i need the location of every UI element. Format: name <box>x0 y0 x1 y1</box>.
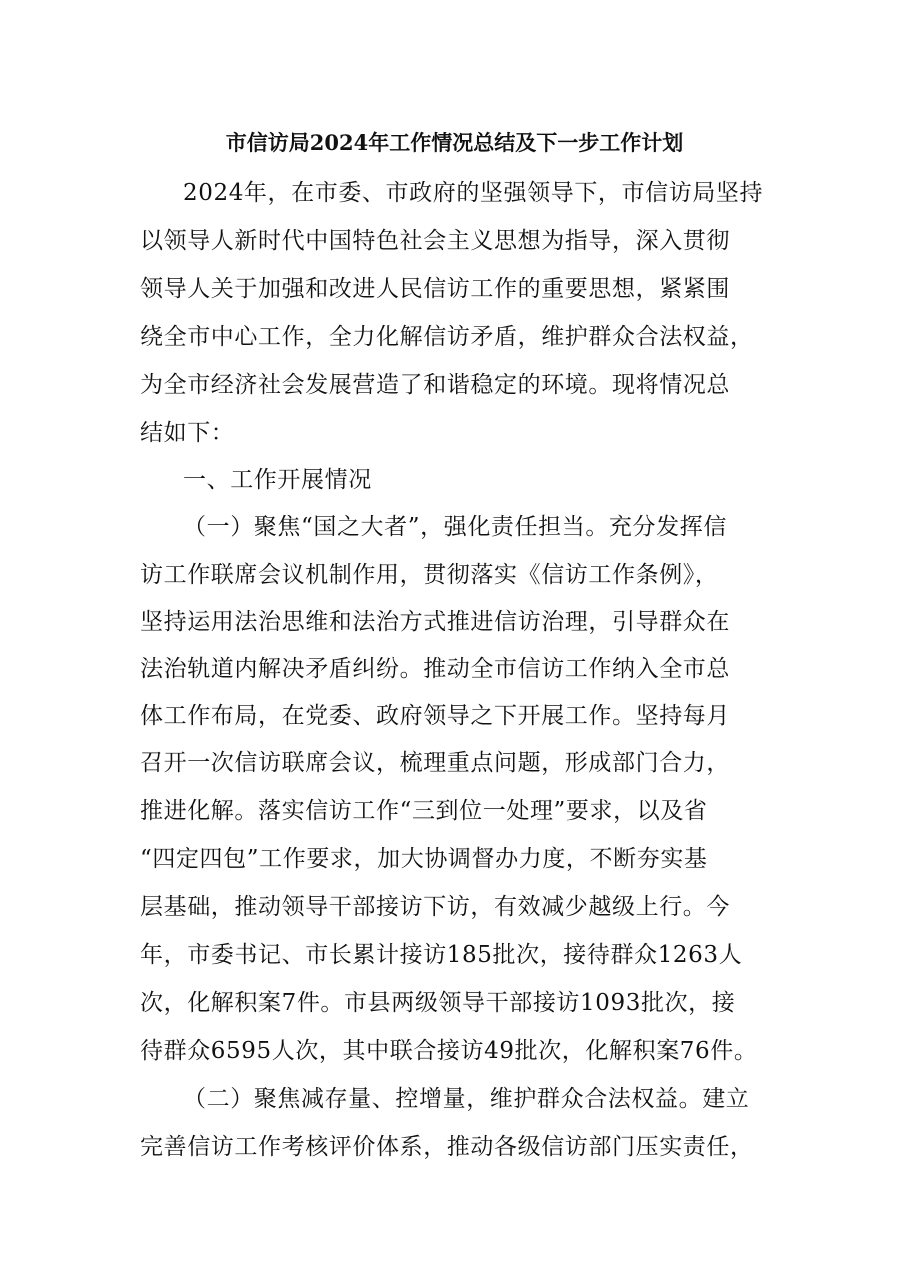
body-line: 为全市经济社会发展营造了和谐稳定的环境。现将情况总 <box>140 372 730 398</box>
body-line: 完善信访工作考核评价体系，推动各级信访部门压实责任， <box>140 1134 754 1160</box>
body-line: 以领导人新时代中国特色社会主义思想为指导，深入贯彻 <box>140 228 730 254</box>
body-line: 结如下： <box>140 420 235 446</box>
section-heading: 一、工作开展情况 <box>183 467 372 493</box>
body-line: 绕全市中心工作，全力化解信访矛盾，维护群众合法权益， <box>140 324 754 350</box>
body-line: （二）聚焦减存量、控增量，维护群众合法权益。建立 <box>183 1086 750 1112</box>
body-line: 坚持运用法治思维和法治方式推进信访治理，引导群众在 <box>140 609 730 635</box>
body-line: 访工作联席会议机制作用，贯彻落实《信访工作条例》， <box>140 562 719 588</box>
body-line: 召开一次信访联席会议，梳理重点问题，形成部门合力， <box>140 750 730 776</box>
body-line: 法治轨道内解决矛盾纠纷。推动全市信访工作纳入全市总 <box>140 656 730 682</box>
body-line: 2024年，在市委、市政府的坚强领导下，市信访局坚持 <box>183 180 764 206</box>
body-line: 次，化解积案7件。市县两级领导干部接访1093批次，接 <box>140 990 736 1016</box>
body-line: （一）聚焦“国之大者”，强化责任担当。充分发挥信 <box>183 514 727 540</box>
body-line: 推进化解。落实信访工作“三到位一处理”要求，以及省 <box>140 798 708 824</box>
body-line: 体工作布局，在党委、政府领导之下开展工作。坚持每月 <box>140 703 730 729</box>
body-line: 领导人关于加强和改进人民信访工作的重要思想，紧紧围 <box>140 276 730 302</box>
body-line: “四定四包”工作要求，加大协调督办力度，不断夯实基 <box>140 846 708 872</box>
body-line: 待群众6595人次，其中联合接访49批次，化解积案76件。 <box>140 1038 758 1064</box>
body-line: 年，市委书记、市长累计接访185批次，接待群众1263人 <box>140 942 743 968</box>
document-title: 市信访局2024年工作情况总结及下一步工作计划 <box>225 130 684 155</box>
body-line: 层基础，推动领导干部接访下访，有效减少越级上行。今 <box>140 894 730 920</box>
